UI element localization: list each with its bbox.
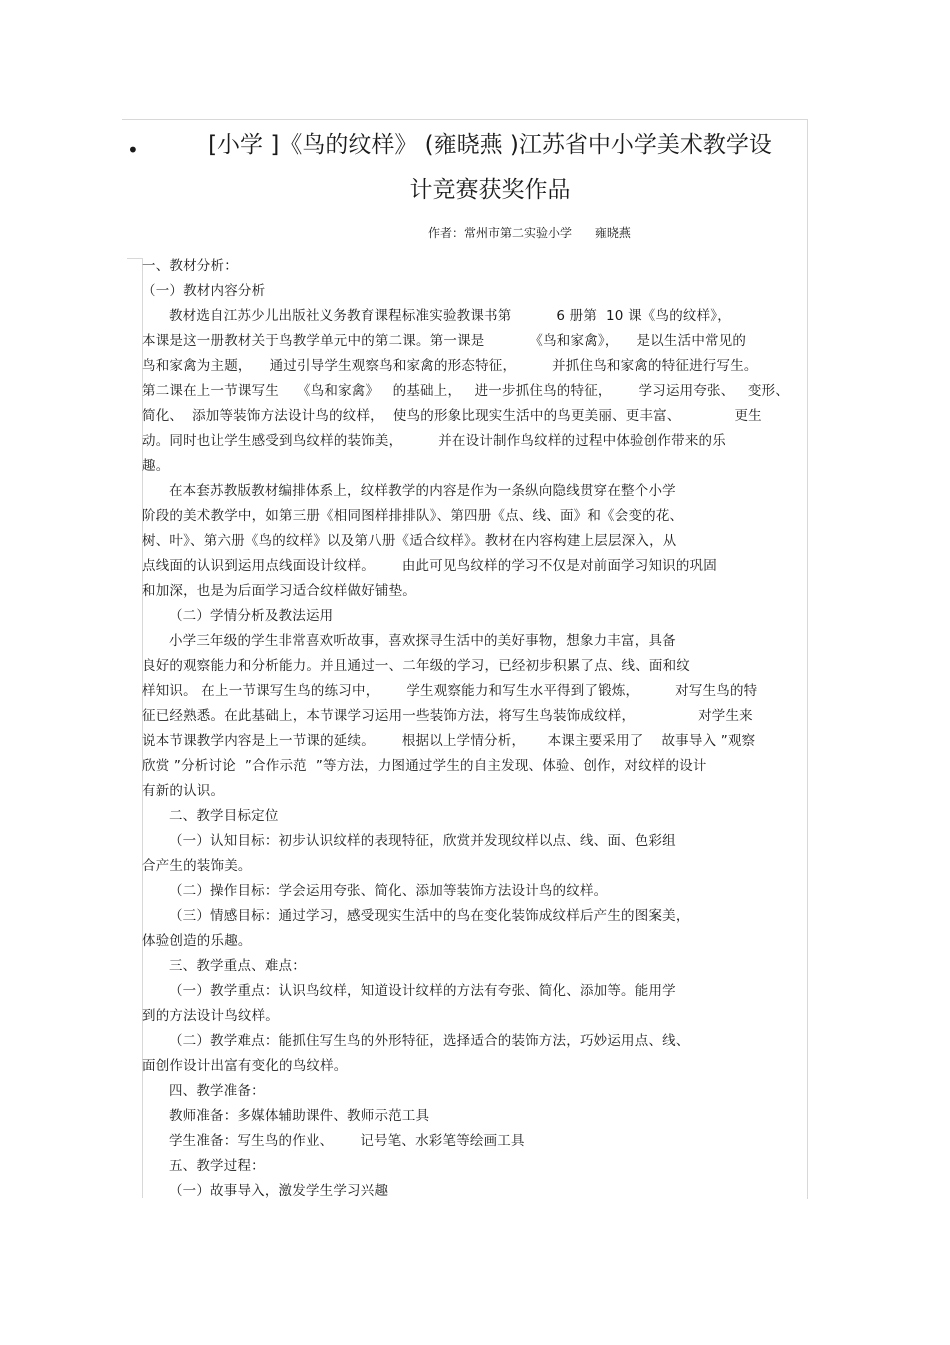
body-line: 有新的认识。: [142, 783, 225, 799]
body-line: 二、教学目标定位: [142, 808, 279, 824]
body-line: （一）教材内容分析: [142, 283, 266, 299]
body-line: 小学三年级的学生非常喜欢听故事，喜欢探寻生活中的美好事物，想象力丰富，具备: [142, 633, 676, 649]
body-line: 简化、 添加等装饰方法设计鸟的纹样， 使鸟的形象比现实生活中的鸟更美丽、更丰富、 更生: [142, 408, 762, 424]
body-line: 体验创造的乐趣。: [142, 933, 252, 949]
author-line: 作者：常州市第二实验小学 雍晓燕: [428, 226, 631, 240]
body-line: （一）故事导入，激发学生学习兴趣: [142, 1183, 389, 1199]
document-title-line-2: 计竞赛获奖作品: [409, 177, 571, 203]
page-frame-notch: [127, 258, 142, 259]
body-line: （二）操作目标：学会运用夸张、简化、添加等装饰方法设计鸟的纹样。: [142, 883, 608, 899]
body-line: 一、教材分析：: [142, 258, 238, 274]
body-line: 学生准备：写生鸟的作业、 记号笔、水彩笔等绘画工具: [142, 1133, 525, 1149]
body-line: （三）情感目标：通过学习，感受现实生活中的鸟在变化装饰成纹样后产生的图案美，: [142, 908, 690, 924]
body-line: 和加深，也是为后面学习适合纹样做好铺垫。: [142, 583, 416, 599]
body-line: 教材选自江苏少儿出版社义务教育课程标准实验教课书第 6 册第 10 课《鸟的纹样》，: [142, 308, 731, 324]
body-line: 阶段的美术教学中，如第三册《相同图样排排队》、第四册《点、线、面》和《会变的花、: [142, 508, 684, 524]
body-line: 教师准备：多媒体辅助课件、教师示范工具: [142, 1108, 430, 1124]
body-line: 本课是这一册教材关于鸟教学单元中的第二课。第一课是 《鸟和家禽》， 是以生活中常见的: [142, 333, 747, 349]
body-line: 面创作设计出富有变化的鸟纹样。: [142, 1058, 348, 1074]
body-line: 征已经熟悉。在此基础上，本节课学习运用一些装饰方法，将写生鸟装饰成纹样， 对学生来: [142, 708, 753, 724]
body-line: 欣赏 ”分析讨论 ”合作示范 ”等方法，力图通过学生的自主发现、体验、创作，对纹样的设计: [142, 758, 707, 774]
body-line: 趣。: [142, 458, 170, 474]
body-line: 五、教学过程：: [142, 1158, 265, 1174]
body-line: （二）学情分析及教法运用: [142, 608, 334, 624]
page-frame-top: [122, 119, 808, 120]
body-line: （一）教学重点：认识鸟纹样，知道设计纹样的方法有夸张、简化、添加等。能用学: [142, 983, 676, 999]
document-title-line-1: [小学 ]《鸟的纹样》 (雍晓燕 )江苏省中小学美术教学设: [208, 132, 772, 158]
body-line: （一）认知目标：初步认识纹样的表现特征，欣赏并发现纹样以点、线、面、色彩组: [142, 833, 676, 849]
page-frame-right: [807, 119, 808, 1199]
body-line: 样知识。 在上一节课写生鸟的练习中， 学生观察能力和写生水平得到了锻炼， 对写生鸟的特: [142, 683, 758, 699]
body-line: 点线面的认识到运用点线面设计纹样。 由此可见鸟纹样的学习不仅是对前面学习知识的巩固: [142, 558, 717, 574]
body-line: （二）教学难点：能抓住写生鸟的外形特征，选择适合的装饰方法，巧妙运用点、线、: [142, 1033, 690, 1049]
body-line: 三、教学重点、难点：: [142, 958, 306, 974]
body-line: 在本套苏教版教材编排体系上，纹样教学的内容是作为一条纵向隐线贯穿在整个小学: [142, 483, 676, 499]
body-line: 动。同时也让学生感受到鸟纹样的装饰美， 并在设计制作鸟纹样的过程中体验创作带来的乐: [142, 433, 726, 449]
body-line: 说本节课教学内容是上一节课的延续。 根据以上学情分析， 本课主要采用了 故事导入 ”观察: [142, 733, 756, 749]
body-line: 良好的观察能力和分析能力。并且通过一、二年级的学习，已经初步积累了点、线、面和纹: [142, 658, 690, 674]
body-line: 到的方法设计鸟纹样。: [142, 1008, 279, 1024]
body-line: 第二课在上一节课写生 《鸟和家禽》 的基础上， 进一步抓住鸟的特征， 学习运用夸张、 变形、: [142, 383, 790, 399]
body-line: 树、叶》、第六册《鸟的纹样》以及第八册《适合纹样》。教材在内容构建上层层深入，从: [142, 533, 677, 549]
body-line: 四、教学准备：: [142, 1083, 265, 1099]
body-line: 鸟和家禽为主题， 通过引导学生观察鸟和家禽的形态特征， 并抓住鸟和家禽的特征进行写生。: [142, 358, 758, 374]
body-line: 合产生的装饰美。: [142, 858, 252, 874]
title-bullet: •: [127, 138, 139, 162]
